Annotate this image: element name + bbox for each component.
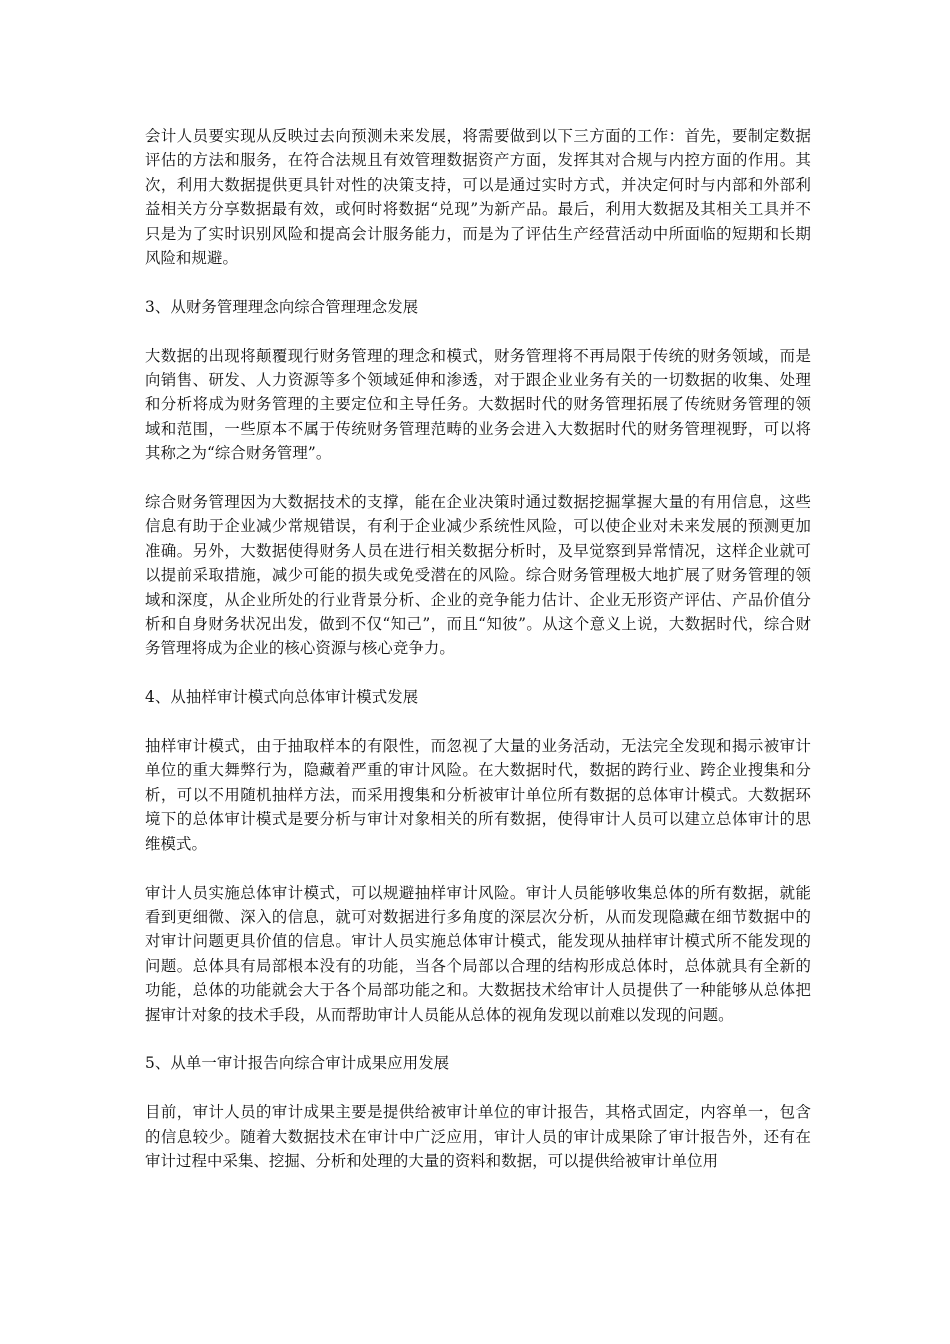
paragraph-gap bbox=[145, 661, 811, 685]
paragraph: 大数据的出现将颠覆现行财务管理的理念和模式，财务管理将不再局限于传统的财务领域，而是向销售、研发、人力资源等多个领域延伸和渗透，对于跟企业业务有关的一切数据的收集、处理和分析将成为财务管理的主要定位和主导任务。大数据时代的财务管理拓展了传统财务管理的领域和范围，一些原本不属于传统财务管理范畴的业务会进入大数据时代的财务管理视野，可以将其称之为“综合财务管理”。 bbox=[145, 346, 811, 463]
section-heading: 5、从单一审计报告向综合审计成果应用发展 bbox=[145, 1054, 450, 1073]
document-body bbox=[145, 124, 811, 1173]
paragraph: 会计人员要实现从反映过去向预测未来发展，将需要做到以下三方面的工作：首先，要制定数据评估的方法和服务，在符合法规且有效管理数据资产方面，发挥其对合规与内控方面的作用。其次，利用大数据提供更具针对性的决策支持，可以是通过实时方式，并决定何时与内部和外部利益相关方分享数据最有效，或何时将数据“兑现”为新产品。最后，利用大数据及其相关工具并不只是为了实时识别风险和提高会计服务能力，而是为了评估生产经营活动中所面临的短期和长期风险和规避。 bbox=[145, 127, 811, 268]
paragraph-gap bbox=[145, 1076, 811, 1100]
paragraph: 抽样审计模式，由于抽取样本的有限性，而忽视了大量的业务活动，无法完全发现和揭示被审计单位的重大舞弊行为，隐藏着严重的审计风险。在大数据时代，数据的跨行业、跨企业搜集和分析，可以不用随机抽样方法，而采用搜集和分析被审计单位所有数据的总体审计模式。大数据环境下的总体审计模式是要分析与审计对象相关的所有数据，使得审计人员可以建立总体审计的思维模式。 bbox=[145, 737, 811, 853]
paragraph-gap bbox=[145, 1027, 811, 1051]
paragraph: 综合财务管理因为大数据技术的支撑，能在企业决策时通过数据挖掘掌握大量的有用信息，这些信息有助于企业减少常规错误，有利于企业减少系统性风险，可以使企业对未来发展的预测更加准确。另外，大数据使得财务人员在进行相关数据分析时，及早觉察到异常情况，这样企业就可以提前采取措施，减少可能的损失或免受潜在的风险。综合财务管理极大地扩展了财务管理的领域和深度，从企业所处的行业背景分析、企业的竞争能力估计、企业无形资产评估、产品价值分析和自身财务状况出发，做到不仅“知己”，而且“知彼”。从这个意义上说，大数据时代，综合财务管理将成为企业的核心资源与核心竞争力。 bbox=[145, 493, 811, 658]
paragraph-gap bbox=[145, 270, 811, 294]
paragraph-gap bbox=[145, 856, 811, 880]
paragraph: 目前，审计人员的审计成果主要是提供给被审计单位的审计报告，其格式固定，内容单一，包含的信息较少。随着大数据技术在审计中广泛应用，审计人员的审计成果除了审计报告外，还有在审计过程中采集、挖掘、分析和处理的大量的资料和数据，可以提供给被审计单位用 bbox=[145, 1103, 811, 1170]
paragraph-gap bbox=[145, 710, 811, 734]
paragraph: 审计人员实施总体审计模式，可以规避抽样审计风险。审计人员能够收集总体的所有数据，就能看到更细微、深入的信息，就可对数据进行多角度的深层次分析，从而发现隐藏在细节数据中的对审计问题更具价值的信息。审计人员实施总体审计模式，能发现从抽样审计模式所不能发现的问题。总体具有局部根本没有的功能，当各个局部以合理的结构形成总体时，总体就具有全新的功能，总体的功能就会大于各个局部功能之和。大数据技术给审计人员提供了一种能够从总体把握审计对象的技术手段，从而帮助审计人员能从总体的视角发现以前难以发现的问题。 bbox=[145, 883, 811, 1024]
section-heading: 3、从财务管理理念向综合管理理念发展 bbox=[145, 297, 419, 316]
paragraph-gap bbox=[145, 319, 811, 343]
section-heading: 4、从抽样审计模式向总体审计模式发展 bbox=[145, 688, 419, 707]
paragraph-gap bbox=[145, 466, 811, 490]
